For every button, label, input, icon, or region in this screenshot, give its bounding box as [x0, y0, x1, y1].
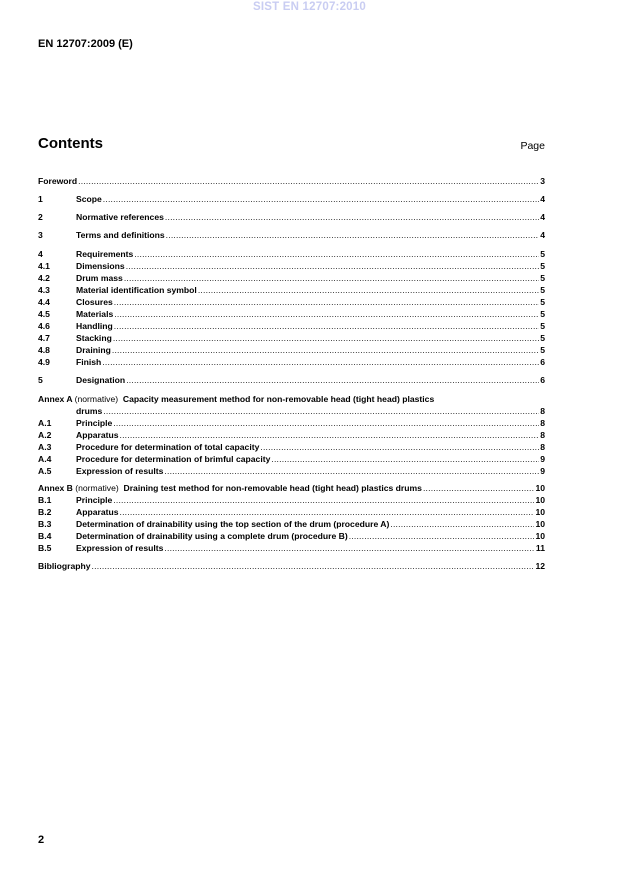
toc-annex-title [38, 393, 434, 405]
page-number: 2 [38, 834, 45, 846]
toc-entry[interactable] [38, 482, 545, 494]
toc-dot-leader [134, 248, 539, 260]
document-header: EN 12707:2009 (E) [38, 38, 133, 50]
toc-entry[interactable] [38, 175, 545, 187]
toc-dot-leader [103, 405, 539, 417]
toc-entry-number: A.3 [38, 442, 52, 452]
toc-entry-number: B.5 [38, 543, 52, 553]
toc-entry-title: Handling [76, 321, 113, 331]
toc-entry-title: Dimensions [76, 261, 125, 271]
toc-page-number: 4 [540, 230, 545, 240]
toc-entry-number: 4.6 [38, 321, 50, 331]
toc-entry-title: Designation [76, 375, 126, 385]
toc-page-number: 9 [540, 466, 545, 476]
toc-dot-leader [113, 417, 539, 429]
toc-entry[interactable] [38, 506, 545, 518]
toc-entry[interactable] [38, 320, 545, 332]
toc-entry[interactable] [38, 332, 545, 344]
toc-entry-title: Finish [76, 357, 102, 367]
toc-dot-leader [164, 542, 535, 554]
toc-annex-normative: (normative) [74, 394, 119, 404]
toc-page-number: 5 [540, 345, 545, 355]
toc-entry-title: Procedure for determination of total capacity [76, 442, 260, 452]
page-column-label: Page [520, 140, 545, 152]
toc-entry-title: Procedure for determination of brimful capacity [76, 454, 271, 464]
toc-page-number: 5 [540, 285, 545, 295]
toc-entry[interactable] [38, 374, 545, 386]
toc-annex-label: Annex B [38, 483, 73, 493]
toc-entry-number: 5 [38, 375, 43, 385]
toc-page-number: 8 [540, 442, 545, 452]
toc-page-number: 10 [535, 483, 545, 493]
toc-entry[interactable] [38, 284, 545, 296]
toc-dot-leader [113, 332, 539, 344]
watermark: SIST EN 12707:2010 [253, 1, 366, 13]
toc-entry-number: A.5 [38, 466, 52, 476]
toc-entry-number: B.1 [38, 495, 52, 505]
toc-entry[interactable] [38, 393, 545, 405]
toc-page-number: 5 [540, 261, 545, 271]
toc-page-number: 8 [540, 430, 545, 440]
toc-page-number: 4 [540, 212, 545, 222]
toc-page-number: 11 [535, 543, 545, 553]
toc-entry-title: Draining test method for non-removable head (tight head) plastics drums [123, 483, 422, 493]
toc-page-number: 10 [535, 495, 545, 505]
toc-entry-title-continuation: drums [76, 406, 103, 416]
toc-entry-title: Scope [76, 194, 102, 204]
toc-entry[interactable] [38, 344, 545, 356]
toc-entry-title: Apparatus [76, 430, 119, 440]
toc-entry[interactable] [38, 518, 545, 530]
toc-entry[interactable] [38, 494, 545, 506]
toc-entry-number: 4.2 [38, 273, 50, 283]
toc-entry-number: B.4 [38, 531, 52, 541]
toc-entry-number: B.2 [38, 507, 52, 517]
toc-page-number: 10 [535, 507, 545, 517]
toc-page-number: 8 [540, 406, 545, 416]
toc-dot-leader [120, 429, 540, 441]
toc-entry-number: 4.5 [38, 309, 50, 319]
toc-annex-normative: (normative) [75, 483, 119, 493]
toc-page-number: 5 [540, 297, 545, 307]
toc-entry-title: Determination of drainability using a complete drum (procedure B) [76, 531, 348, 541]
toc-entry-title: Expression of results [76, 543, 164, 553]
toc-page-number: 10 [535, 531, 545, 541]
toc-entry-number: 4.3 [38, 285, 50, 295]
toc-entry-title: Requirements [76, 249, 134, 259]
toc-entry-title: Closures [76, 297, 113, 307]
toc-dot-leader [120, 506, 535, 518]
toc-dot-leader [164, 465, 539, 477]
toc-entry[interactable] [38, 417, 545, 429]
toc-dot-leader [114, 296, 539, 308]
toc-page-number: 3 [540, 176, 545, 186]
toc-entry-title: Foreword [38, 176, 78, 186]
toc-dot-leader [165, 211, 539, 223]
toc-entry-number: A.1 [38, 418, 52, 428]
toc-dot-leader [423, 482, 535, 494]
toc-page-number: 9 [540, 454, 545, 464]
toc-entry-number: 4.4 [38, 297, 50, 307]
toc-dot-leader [126, 374, 539, 386]
toc-entry[interactable] [38, 441, 545, 453]
toc-page-number: 5 [540, 321, 545, 331]
toc-dot-leader [260, 441, 539, 453]
toc-entry-title: Bibliography [38, 561, 91, 571]
toc-entry[interactable] [38, 193, 545, 205]
toc-dot-leader [102, 356, 539, 368]
toc-page-number: 5 [540, 249, 545, 259]
toc-entry[interactable] [38, 542, 545, 554]
toc-dot-leader [349, 530, 535, 542]
toc-entry-title: Expression of results [76, 466, 164, 476]
toc-entry[interactable] [38, 465, 545, 477]
toc-entry-title: Drum mass [76, 273, 123, 283]
toc-entry[interactable] [38, 229, 545, 241]
toc-entry[interactable] [38, 260, 545, 272]
toc-entry-title: Terms and definitions [76, 230, 165, 240]
toc-entry-number: 4 [38, 249, 43, 259]
toc-entry-number: 4.1 [38, 261, 50, 271]
toc-dot-leader [112, 344, 539, 356]
toc-page-number: 10 [535, 519, 545, 529]
toc-entry[interactable] [38, 429, 545, 441]
toc-page-number: 4 [540, 194, 545, 204]
toc-entry-number: 4.9 [38, 357, 50, 367]
toc-entry[interactable] [38, 356, 545, 368]
toc-entry-title: Determination of drainability using the top section of the drum (procedure A) [76, 519, 390, 529]
toc-dot-leader [92, 560, 535, 572]
toc-entry[interactable] [38, 308, 545, 320]
toc-entry[interactable] [38, 560, 545, 572]
toc-dot-leader [113, 494, 534, 506]
toc-entry-title: Principle [76, 418, 113, 428]
toc-annex-title [38, 482, 422, 494]
contents-title: Contents [38, 135, 103, 152]
toc-entry-number: B.3 [38, 519, 52, 529]
toc-page-number: 12 [535, 561, 545, 571]
toc-entry[interactable] [38, 248, 545, 260]
toc-entry-title: Principle [76, 495, 113, 505]
toc-entry[interactable] [38, 211, 545, 223]
toc-page-number: 5 [540, 273, 545, 283]
toc-annex-label: Annex A [38, 394, 73, 404]
toc-page-number: 5 [540, 309, 545, 319]
toc-entry-title: Materials [76, 309, 114, 319]
toc-entry-title: Material identification symbol [76, 285, 197, 295]
toc-dot-leader [114, 308, 539, 320]
toc-entry-title: Draining [76, 345, 111, 355]
toc-dot-leader [166, 229, 540, 241]
toc-entry-number: 1 [38, 194, 43, 204]
toc-entry-continuation[interactable] [38, 405, 545, 417]
toc-dot-leader [390, 518, 534, 530]
toc-page-number: 6 [540, 375, 545, 385]
toc-entry-title: Normative references [76, 212, 164, 222]
toc-dot-leader [271, 453, 539, 465]
toc-dot-leader [124, 272, 539, 284]
toc-page-number: 6 [540, 357, 545, 367]
toc-entry[interactable] [38, 272, 545, 284]
toc-entry-number: 3 [38, 230, 43, 240]
toc-entry[interactable] [38, 453, 545, 465]
toc-entry[interactable] [38, 530, 545, 542]
toc-dot-leader [114, 320, 539, 332]
toc-entry-number: 2 [38, 212, 43, 222]
toc-entry-title: Stacking [76, 333, 112, 343]
toc-dot-leader [103, 193, 539, 205]
toc-page-number: 5 [540, 333, 545, 343]
toc-dot-leader [78, 175, 539, 187]
toc-page-number: 8 [540, 418, 545, 428]
toc-entry-number: A.2 [38, 430, 52, 440]
toc-entry-title: Apparatus [76, 507, 119, 517]
toc-entry-title: Capacity measurement method for non-removable head (tight head) plastics [122, 394, 435, 404]
toc-entry-number: A.4 [38, 454, 52, 464]
toc-dot-leader [126, 260, 540, 272]
toc-dot-leader [198, 284, 539, 296]
toc-entry[interactable] [38, 296, 545, 308]
toc-entry-number: 4.7 [38, 333, 50, 343]
toc-entry-number: 4.8 [38, 345, 50, 355]
